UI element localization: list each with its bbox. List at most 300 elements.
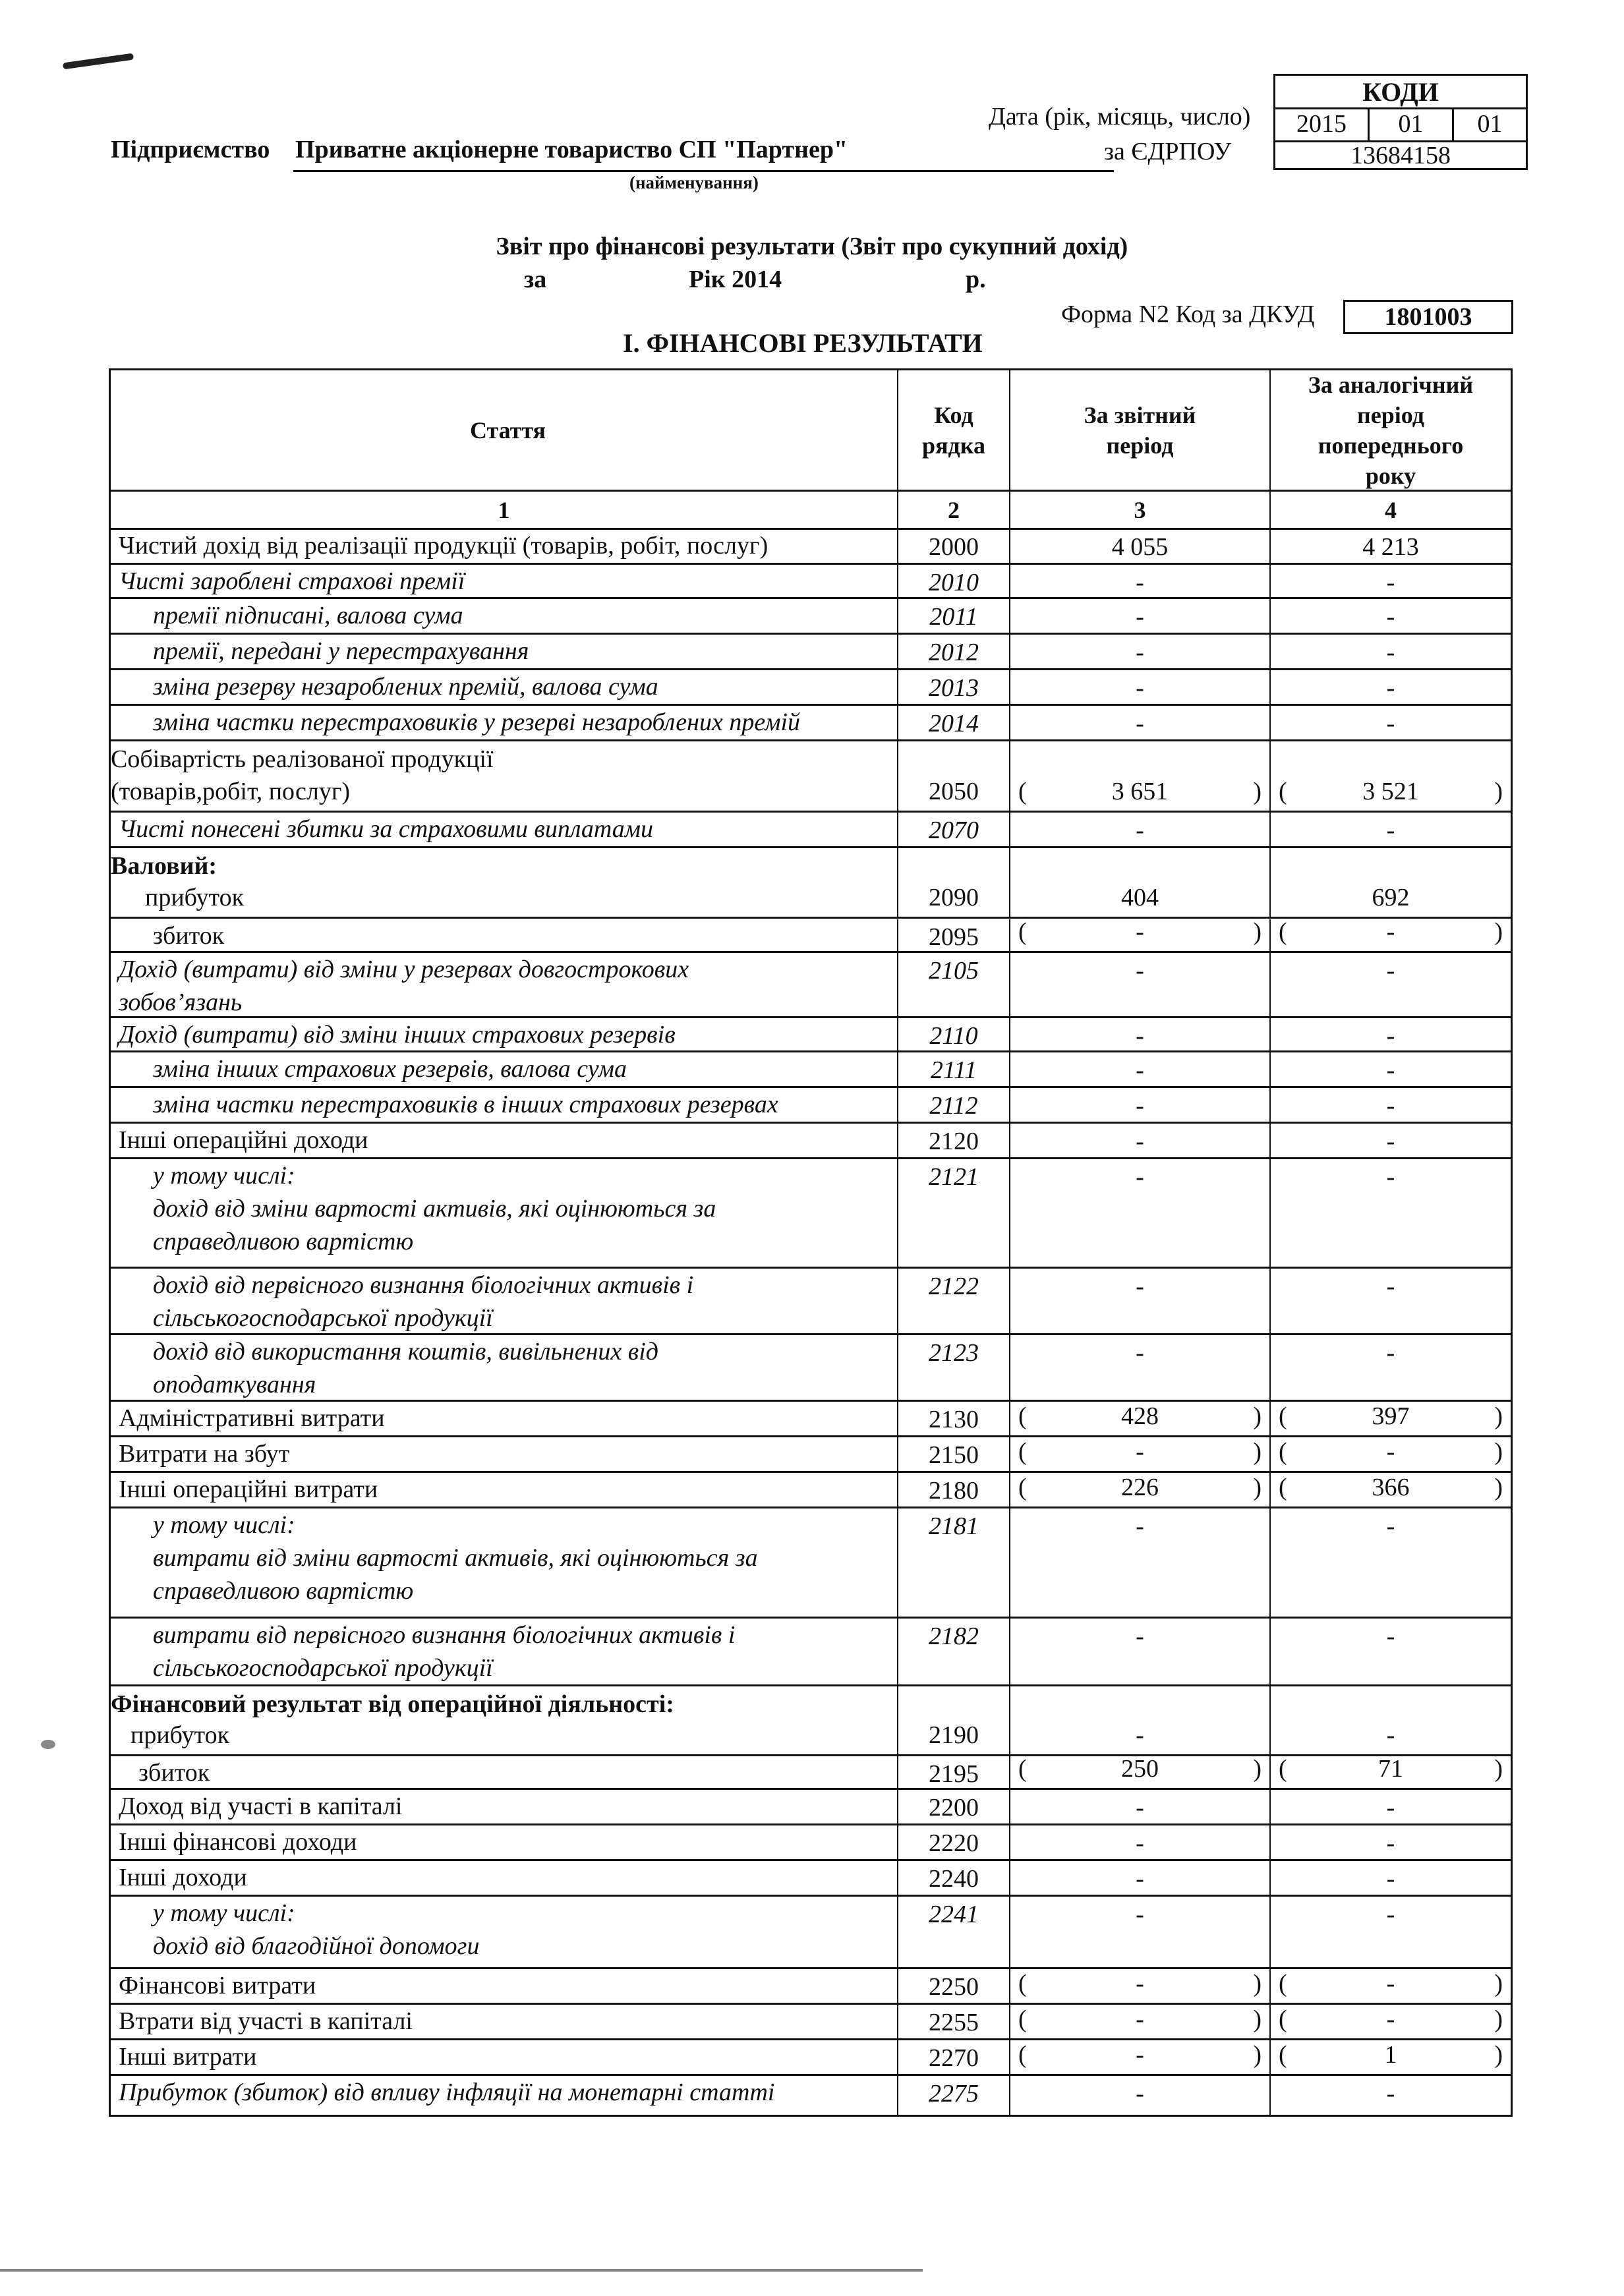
edrpou-label: за ЄДРПОУ [1104,138,1232,165]
row-label-line1: Дохід (витрати) від зміни у резервах довгострокових [119,956,689,984]
current-period-cell [1010,1756,1271,1789]
paren-open: ( [1018,1474,1027,1502]
previous-period-cell-value: - [1386,638,1395,666]
current-period-cell [1010,706,1271,739]
previous-period-cell-value: - [1386,709,1395,737]
row-label [111,1088,898,1122]
current-period-cell-value: - [1136,2041,1144,2069]
row-label-line2: (товарів,робіт, послуг) [111,777,351,805]
previous-period-cell-value: - [1386,918,1395,946]
current-period-cell-value: 404 [1121,884,1159,912]
previous-period-cell [1271,813,1511,846]
row-label-line2: прибуток [145,884,245,912]
row-label-line1: дохід від використання коштів, вивільнених від [153,1338,658,1366]
row-code: 2270 [898,2040,1010,2074]
row-label-line1: Чисті понесені збитки за страховими виплатами [119,815,654,843]
paren-close: ) [1494,918,1503,946]
current-period-cell-value: - [1136,1162,1144,1191]
paren-open: ( [1018,2005,1027,2034]
row-code: 2190 [898,1686,1010,1754]
table-row [111,1508,1511,1618]
row-label-line1: дохід від первісного визнання біологічних активів і [153,1271,694,1300]
row-label [111,1861,898,1895]
table-row [111,1124,1511,1159]
previous-period-cell-value: 692 [1372,884,1410,912]
paren-close: ) [1253,777,1262,805]
col-num-1: 1 [111,492,898,528]
paren-close: ) [1253,1402,1262,1431]
table-row [111,635,1511,670]
previous-period-cell [1271,1790,1511,1823]
previous-period-cell [1271,1825,1511,1859]
row-label-line1: Інші доходи [119,1864,247,1892]
previous-period-cell-value: 4 213 [1362,533,1419,561]
previous-period-cell-value: - [1386,1970,1395,1998]
row-label [111,1619,898,1684]
row-label-line1: Інші операційні витрати [119,1476,378,1504]
row-label-line1: Валовий: [111,851,218,880]
row-label [111,1269,898,1333]
table-row [111,1018,1511,1052]
current-period-cell-value: - [1136,1339,1144,1367]
row-label-line1: Інші операційні доходи [119,1126,368,1154]
previous-period-cell [1271,1018,1511,1050]
row-label-line1: у тому числі: [153,1161,295,1190]
row-label [111,565,898,597]
row-code: 2050 [898,741,1010,811]
row-code: 2095 [898,919,1010,952]
paren-close: ) [1253,1438,1262,1466]
row-label [111,706,898,739]
row-label-line2: сільськогосподарської продукції [153,1653,493,1682]
current-period-cell [1010,1159,1271,1267]
previous-period-cell-value: - [1386,1901,1395,1929]
row-label [111,1124,898,1157]
previous-period-cell [1271,1969,1511,2003]
current-period-cell [1010,599,1271,633]
previous-period-cell-value: - [1386,602,1395,631]
table-row [111,2040,1511,2076]
row-label [111,813,898,846]
paren-close: ) [1494,1402,1503,1431]
table-row [111,1686,1511,1756]
paren-close: ) [1253,2041,1262,2069]
current-period-cell [1010,1686,1271,1754]
row-label [111,2005,898,2038]
previous-period-cell-value: - [1386,1512,1395,1541]
date-label: Дата (рік, місяць, число) [989,103,1251,130]
previous-period-cell [1271,2005,1511,2038]
previous-period-cell [1271,1088,1511,1122]
codes-date-row [1275,107,1526,142]
row-code: 2111 [898,1052,1010,1086]
current-period-cell-value: - [1136,1622,1144,1650]
table-row [111,2076,1511,2114]
previous-period-cell-value: - [1386,1829,1395,1858]
previous-period-cell [1271,1897,1511,1967]
row-label-line1: зміна інших страхових резервів, валова сума [153,1054,627,1083]
current-period-cell-value: - [1136,1794,1144,1822]
row-label [111,1508,898,1616]
table-row [111,565,1511,599]
row-label-line2: дохід від зміни вартості активів, які оцінюються за [153,1194,716,1222]
row-code: 2011 [898,599,1010,633]
row-code: 2122 [898,1269,1010,1333]
codes-day: 01 [1477,110,1503,138]
current-period-cell [1010,848,1271,917]
current-period-cell-value: - [1136,638,1144,666]
current-period-cell [1010,1897,1271,1967]
current-period-cell [1010,741,1271,811]
row-label-line1: Фінансові витрати [119,1972,316,2000]
row-label-line1: Адміністративні витрати [119,1404,385,1433]
current-period-cell-value: - [1136,1056,1144,1084]
table-row [111,1088,1511,1124]
table-row [111,1756,1511,1791]
table-row [111,599,1511,635]
table-number-row [111,492,1511,530]
row-code: 2000 [898,529,1010,563]
row-label [111,1897,898,1967]
col-num-3: 3 [1010,492,1271,528]
current-period-cell-value: 250 [1121,1755,1159,1783]
current-period-cell [1010,1473,1271,1507]
row-code: 2110 [898,1018,1010,1050]
previous-period-cell-value: - [1386,1339,1395,1367]
row-code: 2012 [898,635,1010,668]
paren-close: ) [1253,918,1262,946]
paren-close: ) [1494,2005,1503,2034]
enterprise-caption: (найменування) [629,173,759,192]
col-num-4: 4 [1385,496,1397,523]
col-header-current: За звітний період [1010,370,1271,490]
current-period-cell [1010,1052,1271,1086]
current-period-cell [1010,1790,1271,1823]
row-label-line1: Витрати на збут [119,1440,290,1468]
row-label-line1: зміна частки перестраховиків в інших страхових резервах [153,1090,778,1118]
table-row [111,1159,1511,1269]
row-label-line1: зміна резерву незароблених премій, валова сума [153,672,658,701]
row-code: 2255 [898,2005,1010,2038]
row-label [111,599,898,633]
row-label-line1: Чистий дохід від реалізації продукції (товарів, робіт, послуг) [119,532,768,560]
form-label: Форма N2 Код за ДКУД [1061,301,1315,328]
row-label-line1: Фінансовий результат від операційної діяльності: [111,1690,674,1718]
current-period-cell-value: - [1136,1091,1144,1120]
row-label-line1: витрати від первісного визнання біологічних активів і [153,1621,736,1649]
row-code: 2180 [898,1473,1010,1507]
current-period-cell [1010,670,1271,704]
row-label-line1: зміна частки перестраховиків у резерві незароблених премій [153,708,801,736]
previous-period-cell [1271,953,1511,1016]
row-label-line3: справедливою вартістю [153,1227,414,1255]
row-code: 2105 [898,953,1010,1016]
previous-period-cell [1271,1052,1511,1086]
row-label-line2: сільськогосподарської продукції [153,1304,493,1333]
row-code: 2240 [898,1861,1010,1895]
previous-period-cell [1271,1402,1511,1435]
row-code: 2250 [898,1969,1010,2003]
current-period-cell [1010,1018,1271,1050]
previous-period-cell [1271,670,1511,704]
enterprise-label: Підприємство [111,136,270,163]
paren-open: ( [1018,1402,1027,1431]
previous-period-cell [1271,1686,1511,1754]
codes-title: КОДИ [1275,76,1526,109]
previous-period-cell [1271,1508,1511,1616]
previous-period-cell-value: - [1386,1794,1395,1822]
previous-period-cell [1271,1756,1511,1789]
paren-open: ( [1279,1755,1287,1783]
row-label [111,919,898,952]
current-period-cell [1010,1088,1271,1122]
row-code: 2181 [898,1508,1010,1616]
dkud-code: 1801003 [1343,300,1513,334]
paren-close: ) [1494,1755,1503,1783]
previous-period-cell-value: - [1386,1056,1395,1084]
row-code: 2150 [898,1437,1010,1471]
row-label-line2: витрати від зміни вартості активів, які оцінюються за [153,1544,758,1572]
current-period-cell-value: - [1136,1721,1144,1749]
current-period-cell-value: - [1136,1512,1144,1541]
section-title: І. ФІНАНСОВІ РЕЗУЛЬТАТИ [623,328,983,358]
col-num-2: 2 [898,492,1010,528]
row-label [111,670,898,704]
paren-open: ( [1018,918,1027,946]
codes-edrpou: 13684158 [1350,141,1451,169]
current-period-cell [1010,1508,1271,1616]
current-period-cell [1010,813,1271,846]
row-label [111,1686,898,1754]
previous-period-cell [1271,1619,1511,1684]
current-period-cell [1010,1969,1271,2003]
table-row [111,1269,1511,1335]
row-code: 2130 [898,1402,1010,1435]
row-code: 2070 [898,813,1010,846]
current-period-cell [1010,565,1271,597]
table-row [111,813,1511,848]
table-row [111,1437,1511,1473]
period-prefix: за [524,266,547,293]
previous-period-cell-value: - [1386,674,1395,702]
row-label-line1: премії підписані, валова сума [153,601,463,629]
previous-period-cell [1271,1473,1511,1507]
current-period-cell [1010,2005,1271,2038]
row-code: 2010 [898,565,1010,597]
paren-open: ( [1018,777,1027,805]
table-row [111,1861,1511,1897]
current-period-cell [1010,1402,1271,1435]
table-header-row [111,370,1511,492]
previous-period-cell [1271,1861,1511,1895]
row-label-line1: збиток [153,921,225,950]
previous-period-cell-value: 3 521 [1362,777,1419,805]
table-row [111,953,1511,1018]
paren-open: ( [1279,1402,1287,1431]
row-label-line1: у тому числі: [153,1511,295,1539]
previous-period-cell-value: - [1386,1622,1395,1650]
row-label-line1: Інші витрати [119,2043,257,2071]
current-period-cell-value: - [1136,674,1144,702]
current-period-cell [1010,1825,1271,1859]
scan-artifact-speck [41,1740,55,1749]
previous-period-cell-value: - [1386,1273,1395,1301]
paren-open: ( [1279,1474,1287,1502]
current-period-cell-value: - [1136,709,1144,737]
table-row [111,848,1511,919]
current-period-cell [1010,1335,1271,1400]
period-suffix: р. [966,266,986,293]
current-period-cell [1010,1861,1271,1895]
paren-close: ) [1494,1438,1503,1466]
row-code: 2241 [898,1897,1010,1967]
previous-period-cell [1271,635,1511,668]
row-code: 2195 [898,1756,1010,1789]
paren-close: ) [1253,1755,1262,1783]
table-row [111,1402,1511,1437]
col-header-code: Код рядка [898,370,1010,490]
row-label [111,1052,898,1086]
previous-period-cell-value: - [1386,1022,1395,1050]
scan-artifact-mark [63,53,134,70]
current-period-cell [1010,529,1271,563]
table-row [111,1473,1511,1508]
current-period-cell-value: - [1136,1273,1144,1301]
paren-open: ( [1279,2005,1287,2034]
paren-open: ( [1279,918,1287,946]
row-label-line3: справедливою вартістю [153,1577,414,1605]
current-period-cell-value: - [1136,1901,1144,1929]
row-code: 2120 [898,1124,1010,1157]
table-row [111,2005,1511,2040]
table-row [111,706,1511,741]
row-code: 2200 [898,1790,1010,1823]
table-row [111,919,1511,954]
previous-period-cell-value: - [1386,1865,1395,1893]
current-period-cell-value: - [1136,2005,1144,2034]
current-period-cell [1010,919,1271,952]
row-label-line1: Прибуток (збиток) від впливу інфляції на монетарні статті [119,2079,775,2107]
row-label [111,1969,898,2003]
table-row [111,529,1511,565]
row-label-line1: Собівартість реалізованої продукції [111,745,494,773]
row-label [111,2040,898,2074]
col-header-previous: За аналогічний період попереднього року [1308,371,1474,489]
paren-open: ( [1279,2041,1287,2069]
row-code: 2123 [898,1335,1010,1400]
previous-period-cell-value: - [1386,1162,1395,1191]
row-label [111,1756,898,1789]
current-period-cell-value: - [1136,1438,1144,1466]
previous-period-cell [1271,529,1511,563]
row-label [111,741,898,811]
previous-period-cell [1271,848,1511,917]
paren-open: ( [1018,1755,1027,1783]
table-row [111,670,1511,706]
previous-period-cell-value: - [1386,816,1395,844]
current-period-cell-value: - [1136,957,1144,985]
paren-open: ( [1279,777,1287,805]
row-label-line2: оподаткування [153,1371,316,1399]
current-period-cell-value: - [1136,2080,1144,2108]
previous-period-cell-value: 71 [1378,1755,1403,1783]
col-header-article: Стаття [111,370,898,490]
row-label-line1: Доход від участі в капіталі [119,1793,403,1821]
row-code: 2121 [898,1159,1010,1267]
current-period-cell [1010,2040,1271,2074]
enterprise-underline [293,170,1114,172]
previous-period-cell [1271,1269,1511,1333]
current-period-cell-value: 3 651 [1111,777,1169,805]
row-label [111,529,898,563]
previous-period-cell [1271,565,1511,597]
previous-period-cell [1271,2076,1511,2114]
codes-year: 2015 [1275,107,1370,140]
row-label [111,848,898,917]
current-period-cell [1010,635,1271,668]
previous-period-cell-value: 397 [1372,1402,1410,1431]
row-label [111,1825,898,1859]
current-period-cell-value: - [1136,1865,1144,1893]
previous-period-cell [1271,1124,1511,1157]
row-label [111,1335,898,1400]
row-label [111,635,898,668]
previous-period-cell [1271,1335,1511,1400]
current-period-cell [1010,2076,1271,2114]
previous-period-cell-value: - [1386,569,1395,597]
row-code: 2014 [898,706,1010,739]
paren-open: ( [1018,2041,1027,2069]
current-period-cell-value: 226 [1121,1474,1159,1502]
current-period-cell-value: 428 [1121,1402,1159,1431]
table-row [111,741,1511,813]
paren-close: ) [1253,2005,1262,2034]
current-period-cell-value: - [1136,1970,1144,1998]
previous-period-cell-value: 1 [1384,2041,1397,2069]
previous-period-cell-value: - [1386,957,1395,985]
previous-period-cell [1271,741,1511,811]
row-label-line1: збиток [138,1758,210,1787]
scan-edge-line [0,2269,923,2272]
row-label-line2: прибуток [130,1721,230,1749]
report-period: Рік 2014 [689,266,782,293]
table-row [111,1052,1511,1088]
row-label [111,1437,898,1471]
row-label [111,953,898,1016]
codes-month: 01 [1370,107,1454,140]
paren-close: ) [1494,1474,1503,1502]
previous-period-cell [1271,706,1511,739]
current-period-cell-value: - [1136,1127,1144,1155]
row-code: 2275 [898,2076,1010,2114]
current-period-cell-value: - [1136,1022,1144,1050]
current-period-cell [1010,1269,1271,1333]
paren-close: ) [1253,1970,1262,1998]
row-label-line1: у тому числі: [153,1899,295,1928]
paren-open: ( [1279,1438,1287,1466]
current-period-cell [1010,1437,1271,1471]
row-label [111,2076,898,2114]
row-label [111,1159,898,1267]
previous-period-cell-value: - [1386,1438,1395,1466]
table-row [111,1825,1511,1861]
row-label-line1: Інші фінансові доходи [119,1828,357,1856]
current-period-cell [1010,1124,1271,1157]
current-period-cell [1010,1619,1271,1684]
enterprise-name: Приватне акціонерне товариство СП "Партнер" [295,136,848,163]
row-code: 2182 [898,1619,1010,1684]
table-row [111,1790,1511,1825]
